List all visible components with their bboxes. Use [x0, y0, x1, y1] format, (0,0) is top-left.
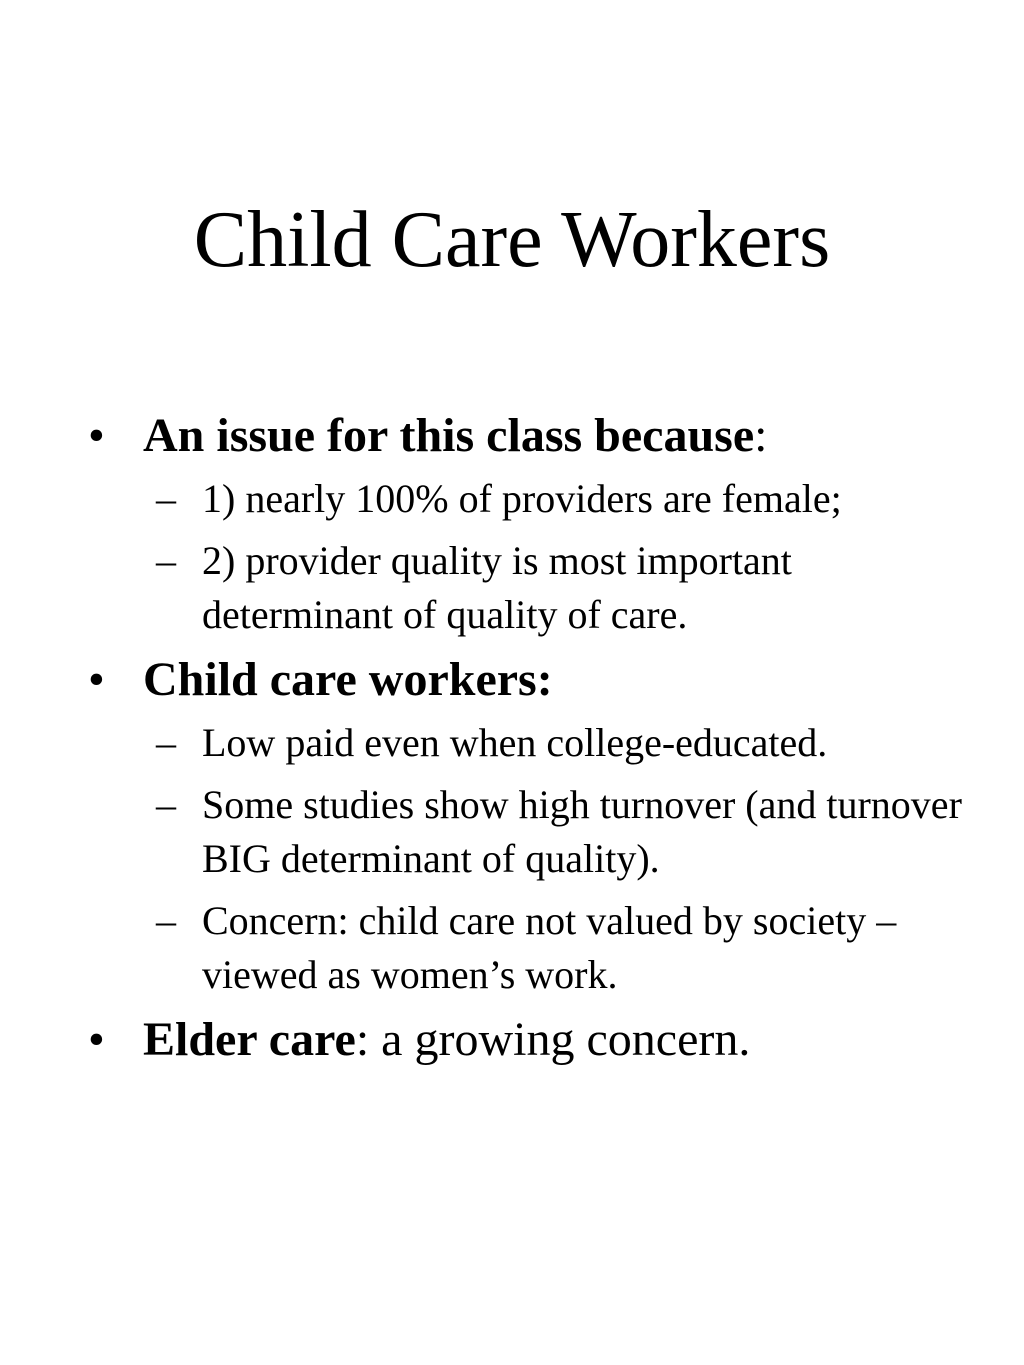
sub-point-text: Low paid even when college-educated. [202, 720, 828, 765]
bullet-3-rest: : a growing concern. [355, 1013, 751, 1066]
dash-marker: – [156, 476, 176, 521]
slide-title: Child Care Workers [193, 196, 831, 284]
bullet-point-3 [88, 1010, 988, 1070]
sub-point-2-3 [88, 894, 988, 1002]
bullet-1-rest: : [754, 409, 768, 462]
bullet-2-sublist [88, 716, 988, 1002]
dash-marker: – [156, 898, 176, 943]
sub-point-text: Concern: child care not valued by society – viewed as women’s work. [202, 898, 897, 997]
sub-point-text: 2) provider quality is most important determinant of quality of care. [202, 538, 792, 637]
bullet-marker: • [88, 1013, 105, 1066]
slide-content [88, 406, 988, 1076]
bullet-point-2 [88, 650, 988, 710]
dash-marker: – [156, 538, 176, 583]
bullet-3-bold: Elder care [143, 1013, 356, 1066]
sub-point-text: 1) nearly 100% of providers are female; [202, 476, 842, 521]
bullet-2-bold: Child care workers: [143, 653, 553, 706]
sub-point-2-1 [88, 716, 988, 770]
sub-point-1-2 [88, 534, 988, 642]
bullet-1-bold: An issue for this class because [143, 409, 755, 462]
bullet-1-sublist [88, 472, 988, 642]
bullet-point-1 [88, 406, 988, 466]
bullet-marker: • [88, 653, 105, 706]
dash-marker: – [156, 720, 176, 765]
dash-marker: – [156, 782, 176, 827]
sub-point-1-1 [88, 472, 988, 526]
sub-point-text: Some studies show high turnover (and turnover BIG determinant of quality). [202, 782, 962, 881]
sub-point-2-2 [88, 778, 988, 886]
bullet-marker: • [88, 409, 105, 462]
